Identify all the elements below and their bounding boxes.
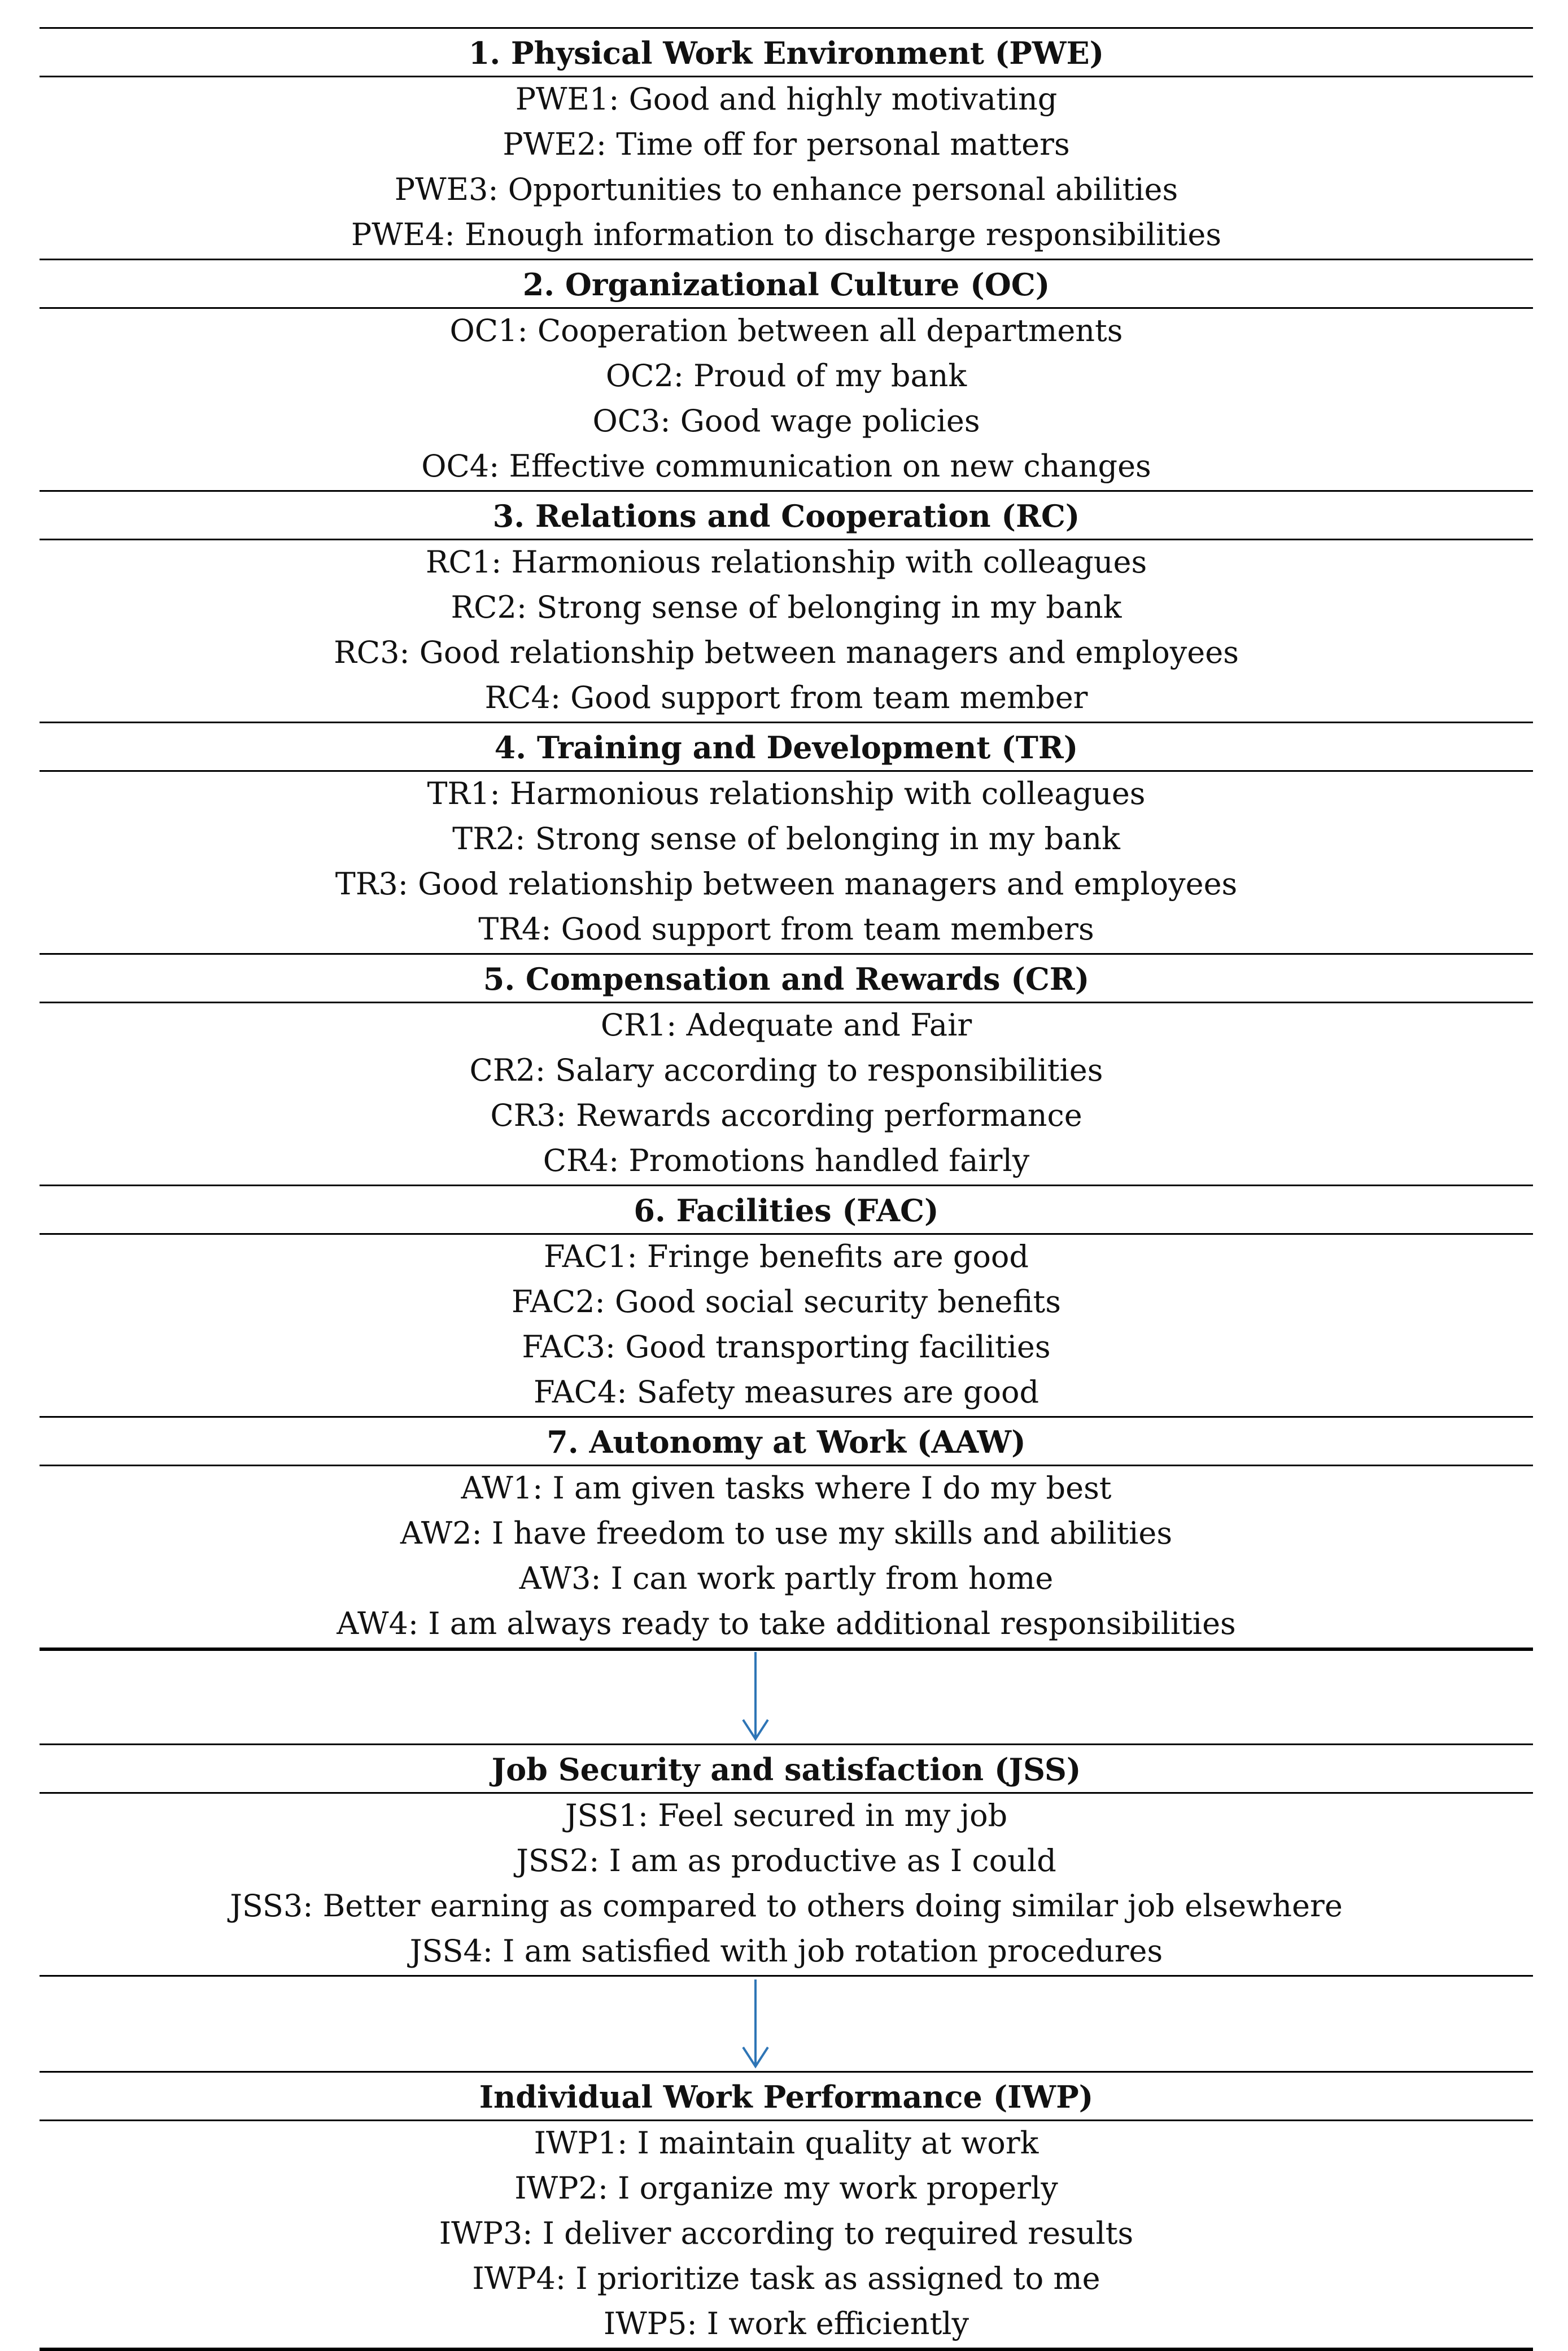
- construct-header-3: 3. Relations and Cooperation (RC): [492, 498, 1080, 534]
- mediator-item: JSS2: I am as productive as I could: [516, 1843, 1056, 1878]
- construct-header-5: 5. Compensation and Rewards (CR): [483, 961, 1090, 997]
- outcome-item: IWP2: I organize my work properly: [514, 2170, 1058, 2206]
- outcome-bottom-rule: [40, 2348, 1533, 2351]
- construct-item: AW3: I can work partly from home: [519, 1561, 1054, 1596]
- construct-item: AW1: I am given tasks where I do my best: [461, 1470, 1112, 1506]
- construct-item: PWE3: Opportunities to enhance personal abilities: [394, 172, 1178, 207]
- construct-item: CR3: Rewards according performance: [490, 1098, 1082, 1133]
- outcome-item: IWP3: I deliver according to required results: [439, 2215, 1134, 2251]
- outcome-header: Individual Work Performance (IWP): [479, 2079, 1094, 2115]
- construct-header-7: 7. Autonomy at Work (AAW): [547, 1424, 1026, 1460]
- construct-item: TR2: Strong sense of belonging in my bank: [452, 821, 1120, 857]
- construct-item: CR2: Salary according to responsibilities: [469, 1052, 1103, 1088]
- construct-item: FAC4: Safety measures are good: [533, 1374, 1039, 1410]
- construct-item: AW2: I have freedom to use my skills and abilities: [400, 1515, 1173, 1551]
- construct-item: FAC2: Good social security benefits: [512, 1284, 1061, 1319]
- construct-item: PWE1: Good and highly motivating: [515, 81, 1058, 117]
- construct-header-6: 6. Facilities (FAC): [634, 1192, 939, 1229]
- construct-item: PWE4: Enough information to discharge responsibilities: [351, 217, 1222, 252]
- construct-item: OC3: Good wage policies: [592, 403, 980, 439]
- construct-item: TR4: Good support from team members: [478, 911, 1094, 947]
- outcome-top-rule: [40, 2071, 1533, 2073]
- outcome-item: IWP5: I work efficiently: [603, 2306, 969, 2341]
- construct-item: OC1: Cooperation between all departments: [449, 313, 1123, 348]
- construct-item: TR1: Harmonious relationship with colleagues: [427, 776, 1146, 811]
- construct-item: RC4: Good support from team member: [484, 680, 1088, 715]
- mediator-header: Job Security and satisfaction (JSS): [491, 1751, 1081, 1788]
- construct-header-2: 2. Organizational Culture (OC): [522, 266, 1050, 303]
- construct-item: RC1: Harmonious relationship with colleagues: [425, 544, 1147, 580]
- outcome-item: IWP4: I prioritize task as assigned to me: [472, 2261, 1100, 2296]
- construct-item: OC2: Proud of my bank: [605, 358, 967, 394]
- construct-item: RC3: Good relationship between managers and employees: [334, 635, 1239, 670]
- construct-item: FAC3: Good transporting facilities: [522, 1329, 1051, 1365]
- construct-item: CR4: Promotions handled fairly: [543, 1143, 1030, 1178]
- construct-item: TR3: Good relationship between managers and employees: [335, 866, 1238, 902]
- construct-item: AW4: I am always ready to take additional responsibilities: [337, 1606, 1236, 1641]
- mediator-item: JSS1: Feel secured in my job: [565, 1798, 1008, 1833]
- construct-item: CR1: Adequate and Fair: [600, 1007, 972, 1043]
- construct-item: OC4: Effective communication on new changes: [421, 448, 1151, 484]
- mediator-item: JSS3: Better earning as compared to others doing similar job elsewhere: [230, 1888, 1343, 1924]
- construct-item: PWE2: Time off for personal matters: [503, 126, 1070, 162]
- construct-header-1: 1. Physical Work Environment (PWE): [468, 35, 1104, 71]
- mediator-item: JSS4: I am satisfied with job rotation procedures: [409, 1933, 1163, 1969]
- outcome-item: IWP1: I maintain quality at work: [534, 2125, 1039, 2161]
- construct-header-4: 4. Training and Development (TR): [494, 729, 1078, 766]
- construct-item: FAC1: Fringe benefits are good: [544, 1239, 1029, 1274]
- construct-item: RC2: Strong sense of belonging in my bank: [451, 589, 1122, 625]
